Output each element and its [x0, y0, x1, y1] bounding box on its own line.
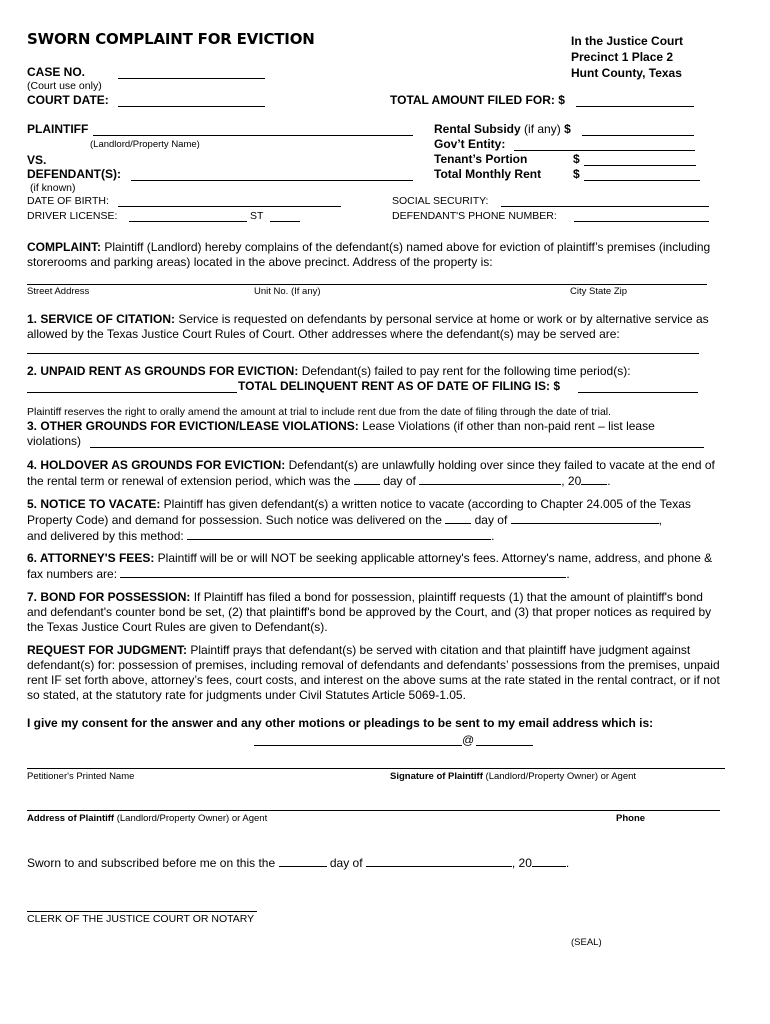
st-label: ST [250, 210, 264, 222]
lease-violations-paragraph: 3. OTHER GROUNDS FOR EVICTION/LEASE VIOLATIONS: Lease Violations (if other than non-paid rent – list lease [27, 419, 655, 433]
rental-subsidy-label: Rental Subsidy (if any) $ [434, 122, 571, 136]
tenant-dollar-sign: $ [573, 152, 580, 166]
delivery-method-field[interactable] [187, 528, 491, 540]
if-known-note: (if known) [30, 182, 76, 194]
defendant-phone-field[interactable] [574, 221, 709, 222]
request-for-judgment-paragraph: REQUEST FOR JUDGMENT: Plaintiff prays that defendant(s) be served with citation and that plaintiff have judgment against defendant(s) for: possession of premises, including removal of defendants and defendants’ possessions from the premises, unpaid rent IF set forth above, attorney’s fees, court costs, and interest on the above sums at the rate stated in the rental contract, or if not so stated, at the statutory rate for judgments under Civil Statutes Article 5069-1.05. [27, 643, 720, 702]
phone-label: Phone [616, 813, 646, 824]
total-filed-label: TOTAL AMOUNT FILED FOR: $ [390, 93, 565, 107]
court-use-only-note: (Court use only) [27, 80, 102, 92]
rental-subsidy-field[interactable] [582, 135, 694, 136]
gov-entity-field[interactable] [514, 150, 695, 151]
dob-label: DATE OF BIRTH: [27, 195, 109, 207]
plaintiff-label: PLAINTIFF [27, 122, 89, 136]
total-delinquent-field[interactable] [578, 392, 698, 393]
other-addresses-field[interactable] [27, 353, 699, 354]
email-domain-field[interactable] [476, 745, 533, 746]
driver-license-label: DRIVER LICENSE: [27, 210, 118, 222]
street-address-label: Street Address [27, 286, 90, 297]
gov-entity-label: Gov’t Entity: [434, 137, 506, 151]
total-filed-field[interactable] [576, 106, 694, 107]
violations-label: violations) [27, 434, 82, 448]
city-state-zip-label: City State Zip [570, 286, 628, 297]
property-address-field[interactable] [27, 284, 707, 285]
signature-label: Signature of Plaintiff (Landlord/Property Owner) or Agent [390, 771, 637, 782]
unit-no-label: Unit No. (If any) [254, 286, 321, 297]
email-user-field[interactable] [254, 745, 462, 746]
plaintiff-address-label: Address of Plaintiff (Landlord/Property Owner) or Agent [27, 813, 268, 824]
clerk-signature-line[interactable] [27, 911, 257, 912]
notice-month-field[interactable] [511, 512, 659, 524]
sworn-statement: Sworn to and subscribed before me on this the day of , 20 . [27, 856, 570, 870]
case-no-label: CASE NO. [27, 65, 86, 79]
court-date-label: COURT DATE: [27, 93, 109, 107]
sworn-month-field[interactable] [366, 855, 512, 867]
page-title: SWORN COMPLAINT FOR EVICTION [27, 30, 315, 48]
email-consent-text: I give my consent for the answer and any other motions or pleadings to be sent to my email address which is: [27, 716, 654, 730]
holdover-day-field[interactable] [354, 473, 380, 485]
case-no-field[interactable] [118, 78, 265, 79]
court-name-line1: In the Justice Court [571, 34, 684, 48]
holdover-paragraph: 4. HOLDOVER AS GROUNDS FOR EVICTION: Defendant(s) are unlawfully holding over since they failed to vacate at the end of the rental term or renewal of extension period, which was the day of , 20 . [27, 458, 715, 488]
seal-label: (SEAL) [571, 937, 602, 948]
defendants-field[interactable] [131, 180, 413, 181]
court-name-line3: Hunt County, Texas [571, 66, 682, 80]
monthly-rent-field[interactable] [584, 180, 700, 181]
unpaid-rent-paragraph: 2. UNPAID RENT AS GROUNDS FOR EVICTION: Defendant(s) failed to pay rent for the following time period(s): [27, 364, 631, 378]
holdover-month-field[interactable] [419, 473, 561, 485]
sworn-day-field[interactable] [279, 855, 327, 867]
ssn-field[interactable] [501, 206, 709, 207]
total-delinquent-label: TOTAL DELINQUENT RENT AS OF DATE OF FILING IS: $ [238, 379, 561, 393]
amend-note: Plaintiff reserves the right to orally amend the amount at trial to include rent due from the date of filing through the date of trial. [27, 406, 612, 418]
complaint-paragraph: COMPLAINT: Plaintiff (Landlord) hereby complains of the defendant(s) named above for eviction of plaintiff’s premises (including storerooms and parking areas) located in the above precinct. Address of the property is: [27, 240, 711, 269]
printed-name-label: Petitioner's Printed Name [27, 771, 135, 782]
monthly-rent-label: Total Monthly Rent [434, 167, 542, 181]
sworn-year-field[interactable] [532, 855, 566, 867]
rent-period-field[interactable] [27, 392, 237, 393]
signature-line[interactable] [27, 768, 725, 769]
monthly-dollar-sign: $ [573, 167, 580, 181]
defendant-phone-label: DEFENDANT'S PHONE NUMBER: [392, 210, 557, 222]
clerk-label: CLERK OF THE JUSTICE COURT OR NOTARY [27, 913, 255, 925]
notice-day-field[interactable] [445, 512, 471, 524]
court-date-field[interactable] [118, 106, 265, 107]
ssn-label: SOCIAL SECURITY: [392, 195, 489, 207]
defendants-label: DEFENDANT(S): [27, 167, 121, 181]
plaintiff-field[interactable] [93, 135, 413, 136]
plaintiff-address-line[interactable] [27, 810, 720, 811]
tenant-portion-field[interactable] [584, 165, 696, 166]
plaintiff-sublabel: (Landlord/Property Name) [90, 139, 200, 150]
email-at-sign: @ [462, 733, 475, 747]
driver-license-field[interactable] [129, 221, 247, 222]
state-field[interactable] [270, 221, 300, 222]
service-of-citation-paragraph: 1. SERVICE OF CITATION: Service is requested on defendants by personal service at home or work or by alternative service as allowed by the Texas Justice Court Rules of Court. Other addresses where the defendant(s) may be served are: [27, 312, 709, 341]
notice-to-vacate-paragraph: 5. NOTICE TO VACATE: Plaintiff has given defendant(s) a written notice to vacate (according to Chapter 24.005 of the Texas Property Code) and demand for possession. Such notice was delivered on the day of , and delivered by this method: . [27, 497, 691, 543]
court-name-line2: Precinct 1 Place 2 [571, 50, 674, 64]
lease-violations-field[interactable] [90, 447, 704, 448]
holdover-year-field[interactable] [581, 473, 607, 485]
attorney-fees-paragraph: 6. ATTORNEY'S FEES: Plaintiff will be or will NOT be seeking applicable attorney's fees. Attorney's name, address, and phone & fax numbers are: . [27, 551, 713, 581]
dob-field[interactable] [118, 206, 341, 207]
bond-paragraph: 7. BOND FOR POSSESSION: If Plaintiff has filed a bond for possession, plaintiff requests (1) that the amount of plaintiff's bond and defendant's counter bond be set, (2) that plaintiff's bond be approved by the Court, and (3) that proper notices as required by the Texas Justice Court Rules are given to Defendant(s). [27, 590, 712, 634]
vs-label: VS. [27, 153, 47, 167]
attorney-info-field[interactable] [120, 566, 566, 578]
tenant-portion-label: Tenant’s Portion [434, 152, 528, 166]
